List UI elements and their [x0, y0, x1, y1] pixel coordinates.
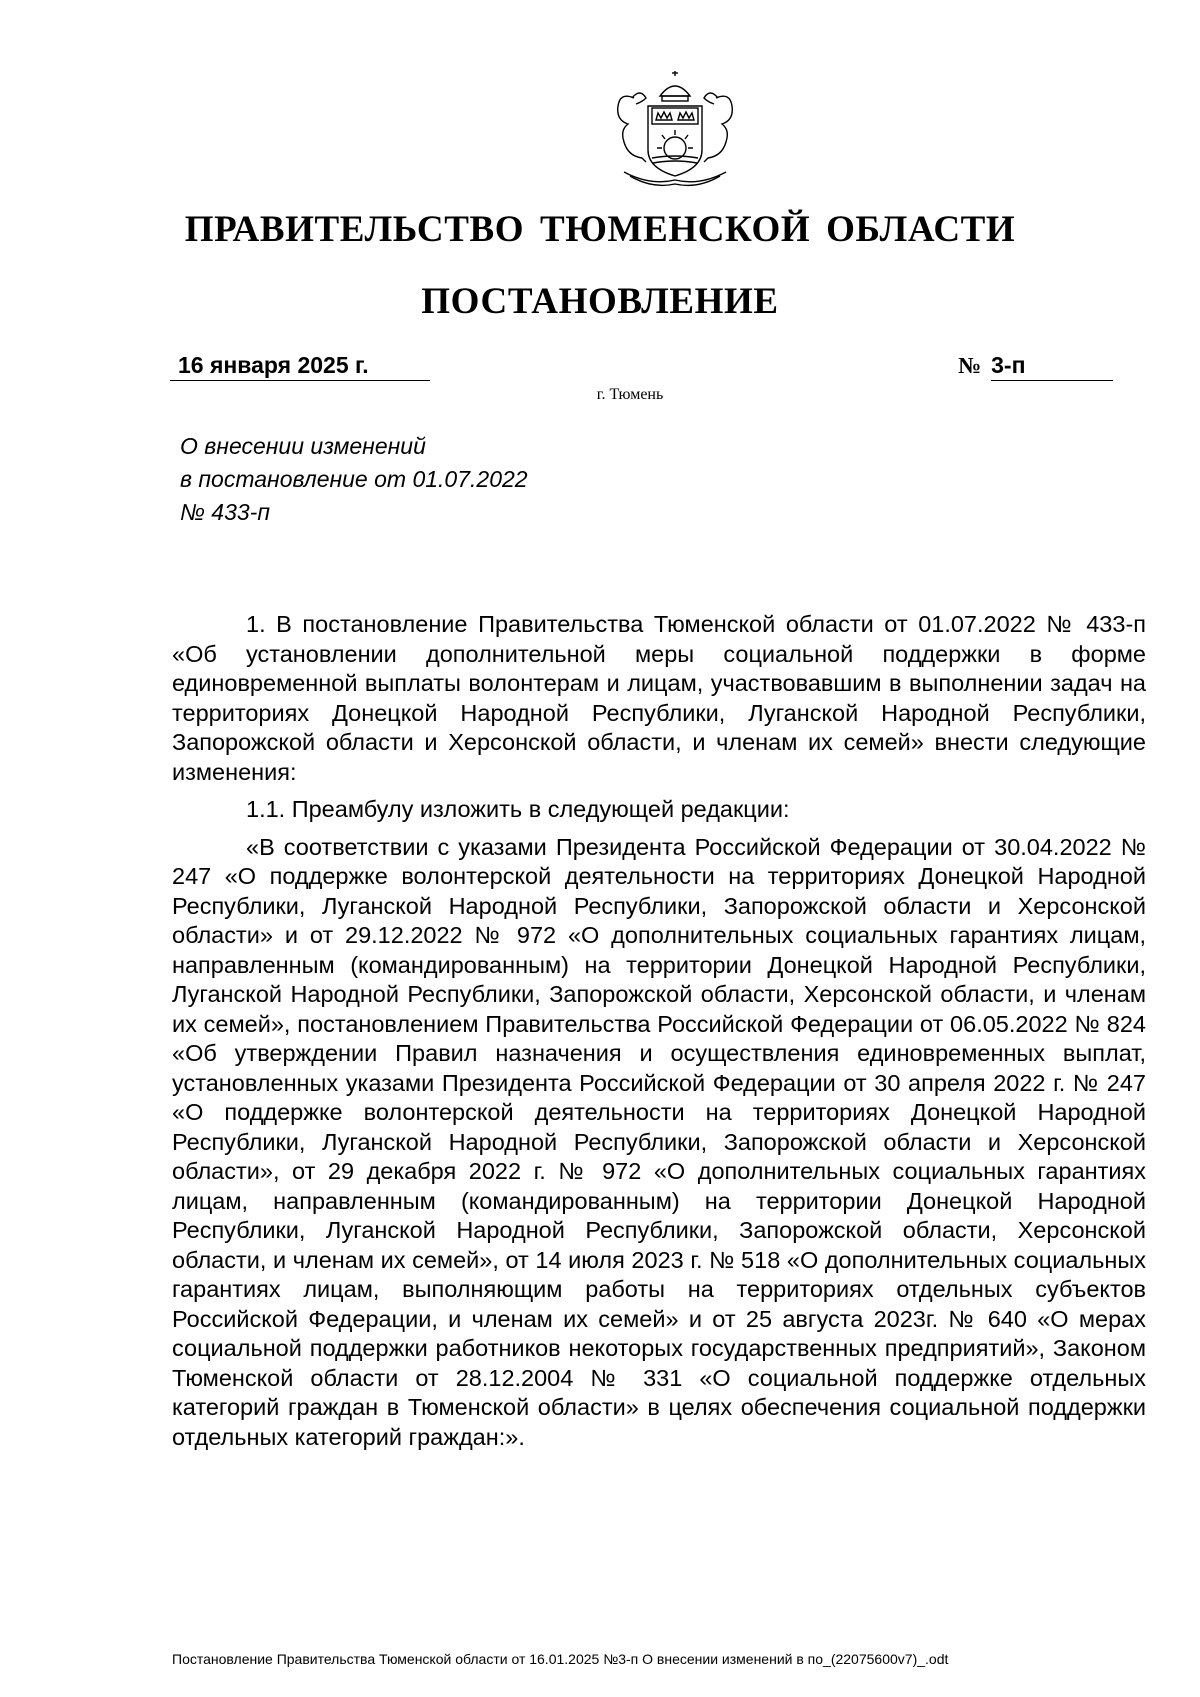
document-body: [172, 610, 1146, 1460]
document-number-field: [958, 352, 1134, 381]
subject-line: № 433-п: [180, 499, 270, 525]
body-paragraph: 1. В постановление Правительства Тюменской области от 01.07.2022 № 433-п «Об установлении дополнительной меры социальной поддержки в форме единовременной выплаты волонтерам и лицам, участвовавшим в выполнении задач на территориях Донецкой Народной Республики, Луганской Народной Республики, Запорожской области и Херсонской области, и членам их семей» внести следующие изменения:: [172, 611, 1146, 785]
document-date: 16 января 2025 г.: [170, 352, 430, 381]
document-number: 3-п: [991, 352, 1113, 381]
coat-of-arms-icon: [590, 68, 760, 190]
body-paragraph: «В соответствии с указами Президента Российской Федерации от 30.04.2022 № 247 «О поддержке волонтерской деятельности на территориях Донецкой Народной Республики, Луганской Народной Республики, Запорожской области и Херсонской области» и от 29.12.2022 № 972 «О дополнительных социальных гарантиях лицам, направленным (командированным) на территории Донецкой Народной Республики, Луганской Народной Республики, Запорожской области, Херсонской области, и членам их семей», постановлением Правительства Российской Федерации от 06.05.2022 № 824 «Об утверждении Правил назначения и осуществления единовременных выплат, установленных указами Президента Российской Федерации от 30 апреля 2022 г. № 247 «О поддержке волонтерской деятельности на территориях Донецкой Народной Республики, Луганской Народной Республики, Запорожской области и Херсонской области», от 29 декабря 2022 г. № 972 «О дополнительных социальных гарантиях лицам, направленным (командированным) на территории Донецкой Народной Республики, Луганской Народной Республики, Запорожской области, Херсонской области, и членам их семей», от 14 июля 2023 г. № 518 «О дополнительных социальных гарантиях лицам, выполняющим работы на территориях отдельных субъектов Российской Федерации, и членам их семей» и от 25 августа 2023г. № 640 «О мерах социальной поддержки работников некоторых государственных предприятий», Законом Тюменской области от 28.12.2004 № 331 «О социальной поддержке отдельных категорий граждан в Тюменской области» в целях обеспечения социальной поддержки отдельных категорий граждан:».: [172, 833, 1146, 1450]
subject-line: в постановление от 01.07.2022: [180, 466, 528, 492]
city-name: г. Тюмень: [596, 386, 664, 403]
number-sign: №: [958, 353, 982, 378]
footer-filename: Постановление Правительства Тюменской области от 16.01.2025 №3-п О внесении изменений в по_(22075600v7)_.odt: [172, 1651, 949, 1667]
document-type: ПОСТАНОВЛЕНИЕ: [421, 281, 779, 322]
subject-line: О внесении изменений: [180, 433, 426, 459]
document-subject: [180, 430, 528, 529]
government-title: ПРАВИТЕЛЬСТВО ТЮМЕНСКОЙ ОБЛАСТИ: [184, 209, 1016, 250]
body-paragraph: 1.1. Преамбулу изложить в следующей редакции:: [246, 796, 790, 822]
